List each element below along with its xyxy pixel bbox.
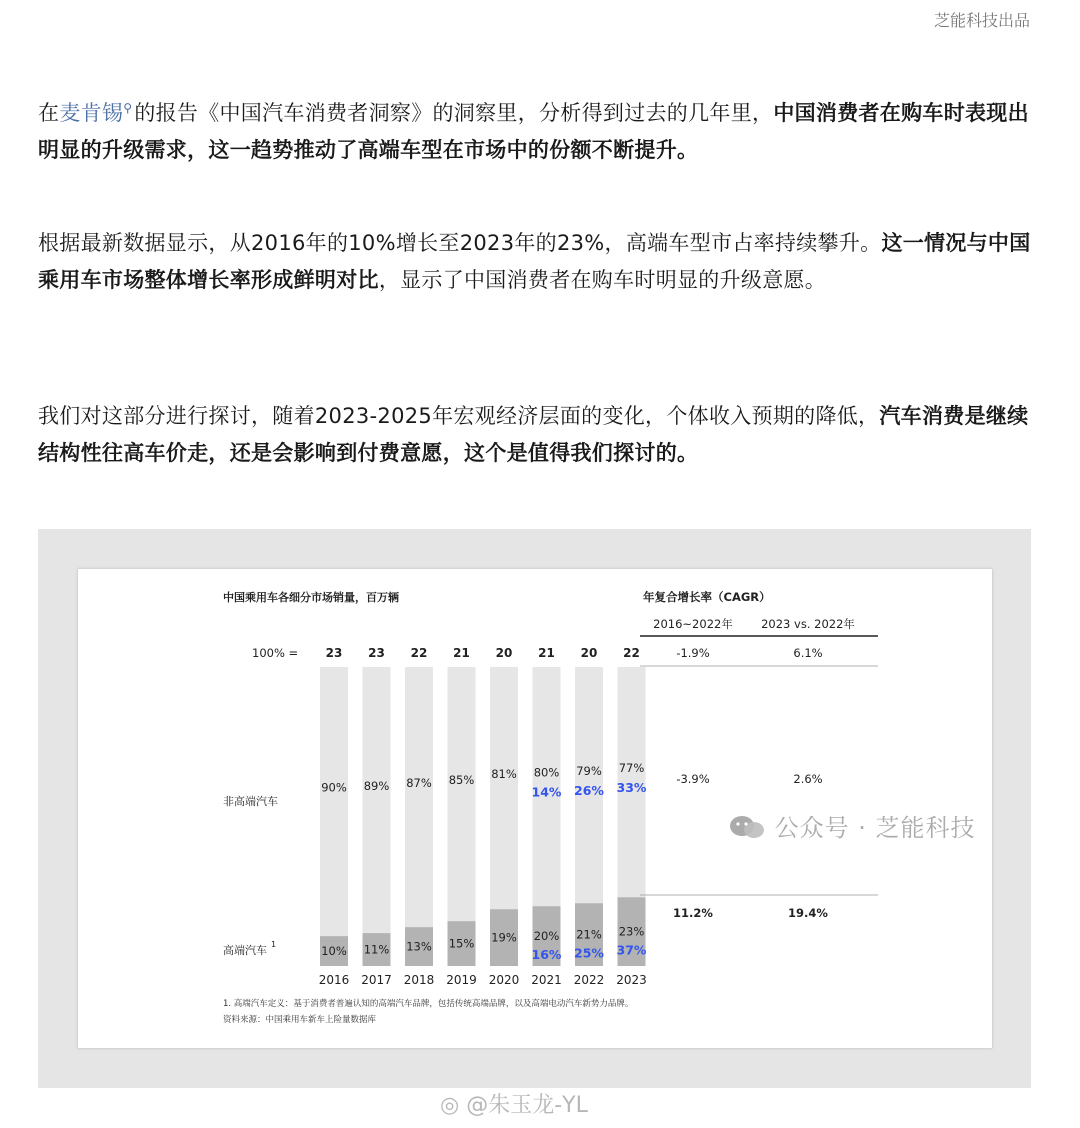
data-label-non-premium: 87% — [406, 776, 432, 791]
x-tick-label: 2021 — [531, 973, 562, 987]
total-label: 100% = — [252, 646, 299, 660]
data-label-non-premium: 90% — [321, 780, 347, 795]
series-footnote-marker: 1 — [271, 940, 277, 949]
p2-bold: 这一情况与中国乘用车市场整体增长率形成鲜明对比 — [38, 231, 1031, 292]
blue-annotation-premium: 37% — [616, 942, 647, 958]
bar-segment-non-premium — [448, 667, 476, 921]
data-label-non-premium: 85% — [448, 773, 475, 788]
x-tick-label: 2020 — [488, 973, 520, 987]
total-value: 20 — [495, 646, 513, 660]
total-value: 22 — [410, 646, 428, 660]
cagr-column-header: 2016~2022年 — [653, 617, 733, 631]
data-label-non-premium: 80% — [533, 765, 560, 780]
data-label-premium: 23% — [618, 924, 645, 939]
data-label-non-premium: 77% — [618, 761, 645, 776]
weibo-watermark — [440, 1088, 588, 1119]
chart-title: 中国乘用车各细分市场销量，百万辆 — [223, 591, 399, 604]
data-label-non-premium: 81% — [491, 767, 517, 782]
p1-bold: 中国消费者在购车时表现出明显的升级需求，这一趋势推动了高端车型在市场中的份额不断提升。 — [38, 101, 1029, 162]
data-label-non-premium: 79% — [576, 764, 602, 779]
series-label-non-premium: 非高端汽车 — [223, 795, 278, 808]
total-value: 23 — [325, 646, 343, 660]
blue-annotation-non-premium: 33% — [616, 780, 647, 796]
mckinsey-link[interactable]: 麦肯锡 — [59, 101, 124, 125]
p1-pre: 在 — [38, 101, 60, 125]
x-tick-label: 2018 — [403, 973, 435, 987]
bar-segment-non-premium — [405, 667, 433, 927]
x-tick-label: 2022 — [573, 973, 605, 987]
p3-bold: 汽车消费是继续结构性往高车价走，还是会影响到付费意愿，这个是值得我们探讨的。 — [38, 404, 1029, 465]
bar-segment-non-premium — [363, 667, 391, 933]
chart-source: 资料来源：中国乘用车新车上险量数据库 — [223, 1015, 377, 1025]
p1-mid: 的报告《中国汽车消费者洞察》的洞察里，分析得到过去的几年里， — [134, 101, 774, 125]
total-value: 22 — [623, 646, 640, 660]
p2-tail: ，显示了中国消费者在购车时明显的升级意愿。 — [378, 268, 827, 292]
p2-normal: 根据最新数据显示，从2016年的10%增长至2023年的23%，高端车型市占率持续攀升。 — [38, 231, 882, 255]
data-label-premium: 10% — [321, 944, 347, 959]
bar-segment-non-premium — [320, 667, 348, 936]
cagr-cell: -1.9% — [676, 646, 710, 660]
cagr-cell: 6.1% — [793, 646, 823, 660]
wechat-account-watermark — [728, 808, 976, 843]
blue-annotation-non-premium: 26% — [574, 783, 604, 799]
blue-annotation-premium: 25% — [574, 945, 604, 961]
search-icon[interactable]: ⚲ — [123, 101, 133, 115]
blue-annotation-premium: 16% — [531, 947, 562, 963]
x-tick-label: 2016 — [318, 973, 350, 987]
cagr-cell: 19.4% — [788, 906, 828, 920]
data-label-premium: 15% — [448, 936, 475, 951]
data-label-non-premium: 89% — [363, 779, 390, 794]
cagr-cell: 11.2% — [673, 906, 713, 920]
weibo-watermark-text: @朱玉龙-YL — [466, 1093, 588, 1118]
paragraph-1 — [38, 90, 1038, 169]
x-tick-label: 2017 — [361, 973, 392, 987]
total-value: 21 — [453, 646, 470, 660]
cagr-cell: -3.9% — [676, 772, 710, 786]
paragraph-3 — [38, 398, 1038, 472]
data-label-premium: 13% — [406, 939, 432, 954]
account-watermark-text: 公众号 · 芝能科技 — [774, 814, 976, 842]
data-label-premium: 20% — [533, 929, 560, 944]
total-value: 23 — [368, 646, 385, 660]
series-label-premium: 高端汽车 — [223, 944, 267, 957]
chart-footnote: 1. 高端汽车定义：基于消费者普遍认知的高端汽车品牌，包括传统高端品牌，以及高端电动汽车新势力品牌。 — [223, 999, 634, 1009]
p3-normal: 我们对这部分进行探讨，随着2023-2025年宏观经济层面的变化，个体收入预期的降低， — [38, 404, 880, 428]
blue-annotation-non-premium: 14% — [531, 784, 562, 800]
publisher-credit: 芝能科技出品 — [933, 11, 1030, 30]
x-tick-label: 2019 — [446, 973, 477, 987]
cagr-title: 年复合增长率（CAGR） — [643, 590, 771, 604]
paragraph-2 — [38, 225, 1038, 299]
data-label-premium: 19% — [491, 930, 517, 945]
bar-segment-non-premium — [490, 667, 518, 909]
total-value: 21 — [538, 646, 555, 660]
x-tick-label: 2023 — [616, 973, 647, 987]
wechat-icon — [728, 814, 766, 840]
data-label-premium: 11% — [363, 942, 390, 957]
total-value: 20 — [580, 646, 598, 660]
cagr-cell: 2.6% — [793, 772, 823, 786]
data-label-premium: 21% — [576, 927, 602, 942]
cagr-column-header: 2023 vs. 2022年 — [761, 617, 855, 631]
weibo-icon: ◎ — [440, 1093, 460, 1118]
